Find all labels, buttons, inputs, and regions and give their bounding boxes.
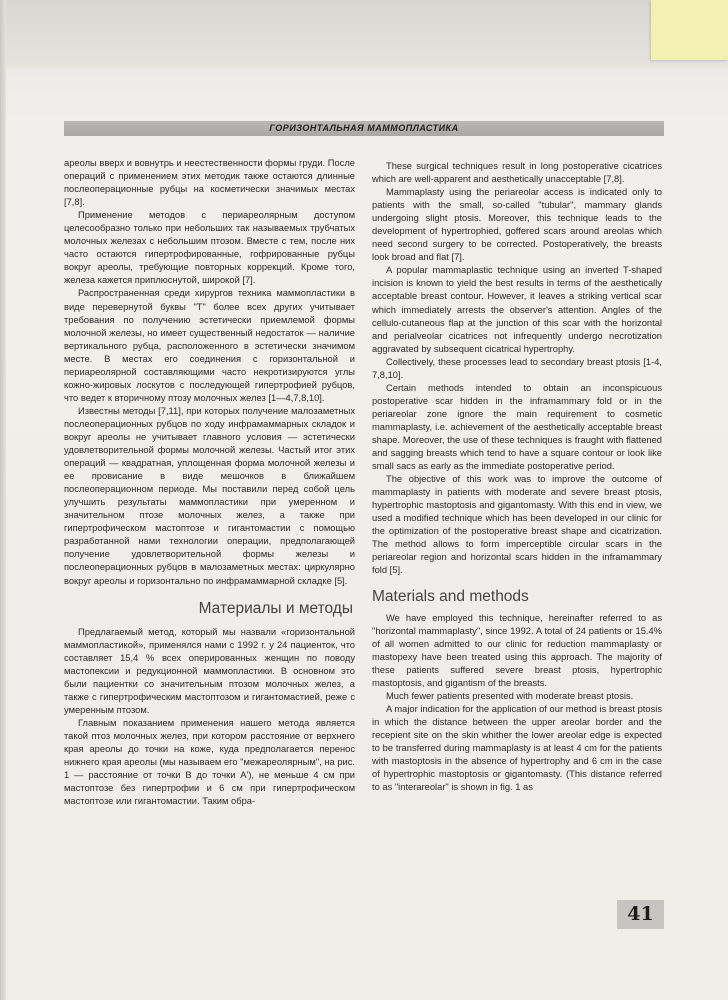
page-spine-shadow — [0, 0, 6, 1000]
russian-column — [64, 157, 355, 808]
section-heading: Materials and methods — [372, 587, 529, 605]
paragraph: Certain methods intended to obtain an inconspicuous postoperative scar hidden in the inframammary fold or in the periareolar zone ignore the main requirement to cosmetic mammaplasty, i.e. achievement of the aesthetically acceptable breast shape. Moreover, the use of these techniques is fraught with flattened and sagging breasts which tend to have a square contour or look like small sacs as early as the immediate postoperative period. — [372, 382, 662, 472]
paragraph: A popular mammaplastic technique using an inverted T-shaped incision is known to yield the best results in terms of the aesthetically acceptable breast contour. However, it leaves a striking vertical scar which immediately arrests the observer's attention. Angles of the cellulo-cutaneous flap at the junction of this scar with the horizontal and perialveolar cicatrices not infrequently undergo necrotization aggravated by subsequent cicatrical hypertrophy. — [372, 265, 662, 354]
paragraph: ареолы вверх и вовнутрь и неестественности формы груди. После операций с применением этих методик также остаются длинные послеоперационные рубцы на косметически значимых местах [7,8]. — [64, 158, 355, 208]
paragraph: A major indication for the application of our method is breast ptosis in which the distance between the upper areolar border and the recepient site on the skin whither the lower areolar edge is expected to be transferred during mammaplasty is at least 4 cm for the patients with mastoptosis in the absence of hypertrophy and 6 cm in the case of hypertrophic mastoptosis or gigantomasty. (This distance referred to as "interareolar" is shown in fig. 1 as — [372, 703, 662, 793]
paragraph: These surgical techniques result in long postoperative cicatrices which are well-apparent and aesthetically unacceptable [7,8]. — [372, 161, 662, 185]
paragraph: Предлагаемый метод, который мы назвали «горизонтальной маммопластикой», применялся нами с 1992 г. у 24 пациенток, что составляет 15,4 % всех оперированных женщин по поводу мастопексии и редукционной маммопластики. В основном это были пациентки со значительным птозом молочных желез, а также с гипертрофическим мастоптозом и гигантомастией, реже с умеренным птозом. — [64, 626, 355, 715]
paragraph: The objective of this work was to improve the outcome of mammaplasty in patients with moderate and severe breast ptosis, hypertrophic mastoptosis and gigantomasty. With this end in view, we used a modified technique which has been developed in our clinic for the optimization of the postoperative breast shape and cicatrization. The method allows to form imperceptible circular scars in the periareolar region and horizontal scars hidden in the inframammary fold [5]. — [372, 474, 662, 576]
paragraph: Распространенная среди хирургов техника маммопластики в виде перевернутой буквы "Т" более всех других учитывает требования по получению эстетически приемлемой формы молочной железы, но имеет существенный недостаток — наличие вертикального рубца, расположенного в эстетически значимом месте. В местах его соединения с горизонтальной и периареолярной составляющими часто некротизируются углы кожно-жировых лоскутов с последующей гипертрофией рубцов, что ведет к вторичному птозу молочных желез [1—4,7,8,10]. — [64, 288, 355, 403]
paragraph: Применение методов с периареолярным доступом целесообразно только при небольших так называемых трубчатых молочных железах с небольшим птозом. Вместе с тем, после них часто остаются гипертрофированные, гофрированные рубцы вокруг ареолы, требующие повторных коррекций. Кроме того, железа кажется приплюснутой, широкой [7]. — [64, 210, 355, 286]
section-heading: Материалы и методы — [198, 599, 353, 617]
page-top-shadow — [0, 0, 728, 68]
paragraph: We have employed this technique, hereinafter referred to as "horizontal mammaplasty", since 1992. A total of 24 patients or 15.4% of all women admitted to our clinic for reduction mammaplasty or mastopexy have been treated using this approach. The majority of these patients suffered severe breast ptosis, hypertrophic mastoptosis, and gigantism of the breasts. — [372, 612, 662, 688]
paragraph: Collectively, these processes lead to secondary breast ptosis [1-4, 7,8,10]. — [372, 356, 662, 380]
paragraph: Известны методы [7,11], при которых получение малозаметных послеоперационных рубцов по ходу инфрамаммарных складок и вокруг ареолы не учитывает главного условия — эстетически удовлетворительной формы молочной железы. Частый итог этих операций — квадратная, уплощенная форма молочной железы и ее провисание в виде мешочков в ближайшем послеоперационном периоде. Мы поставили перед собой цель улучшить результаты маммопластики при умеренном и значительном птозе молочных желез, а также при гипертрофическом мастоптозе и гигантомастии с помощью разработанной нами технологии операции, предполагающей получение удовлетворительной формы железы и послеоперационных рубцов в малозаметных местах: циркулярно вокруг ареолы и горизонтально по инфрамаммарной складке [5]. — [64, 405, 355, 586]
paragraph: Much fewer patients presented with moderate breast ptosis. — [386, 690, 634, 701]
paragraph: Главным показанием применения нашего метода является такой птоз молочных желез, при котором расстояние от верхнего края ареолы до точки на коже, куда предполагается перенос нижнего края ареолы (мы называем его "межареолярным", на рис. 1 — расстояние от точки В до точки А'), не меньше 4 см при мастоптозе без гипертрофии и 6 см при гипертрофическом мастоптозе или гигантомастии. Таким обра- — [64, 717, 355, 807]
page-number: 41 — [617, 900, 664, 929]
running-header: ГОРИЗОНТАЛЬНАЯ МАММОПЛАСТИКА — [64, 121, 664, 136]
english-column — [372, 160, 662, 794]
paragraph: Mammaplasty using the periareolar access is indicated only to patients with the small, so-called "tubular", mammary glands undergoing slight ptosis. Moreover, this technique leads to the development of hypertrophied, goffered scars around areolas which need second surgery to be corrected. Postoperatively, the breasts look broad and flat [7]. — [372, 187, 662, 263]
sticky-note — [651, 0, 728, 60]
